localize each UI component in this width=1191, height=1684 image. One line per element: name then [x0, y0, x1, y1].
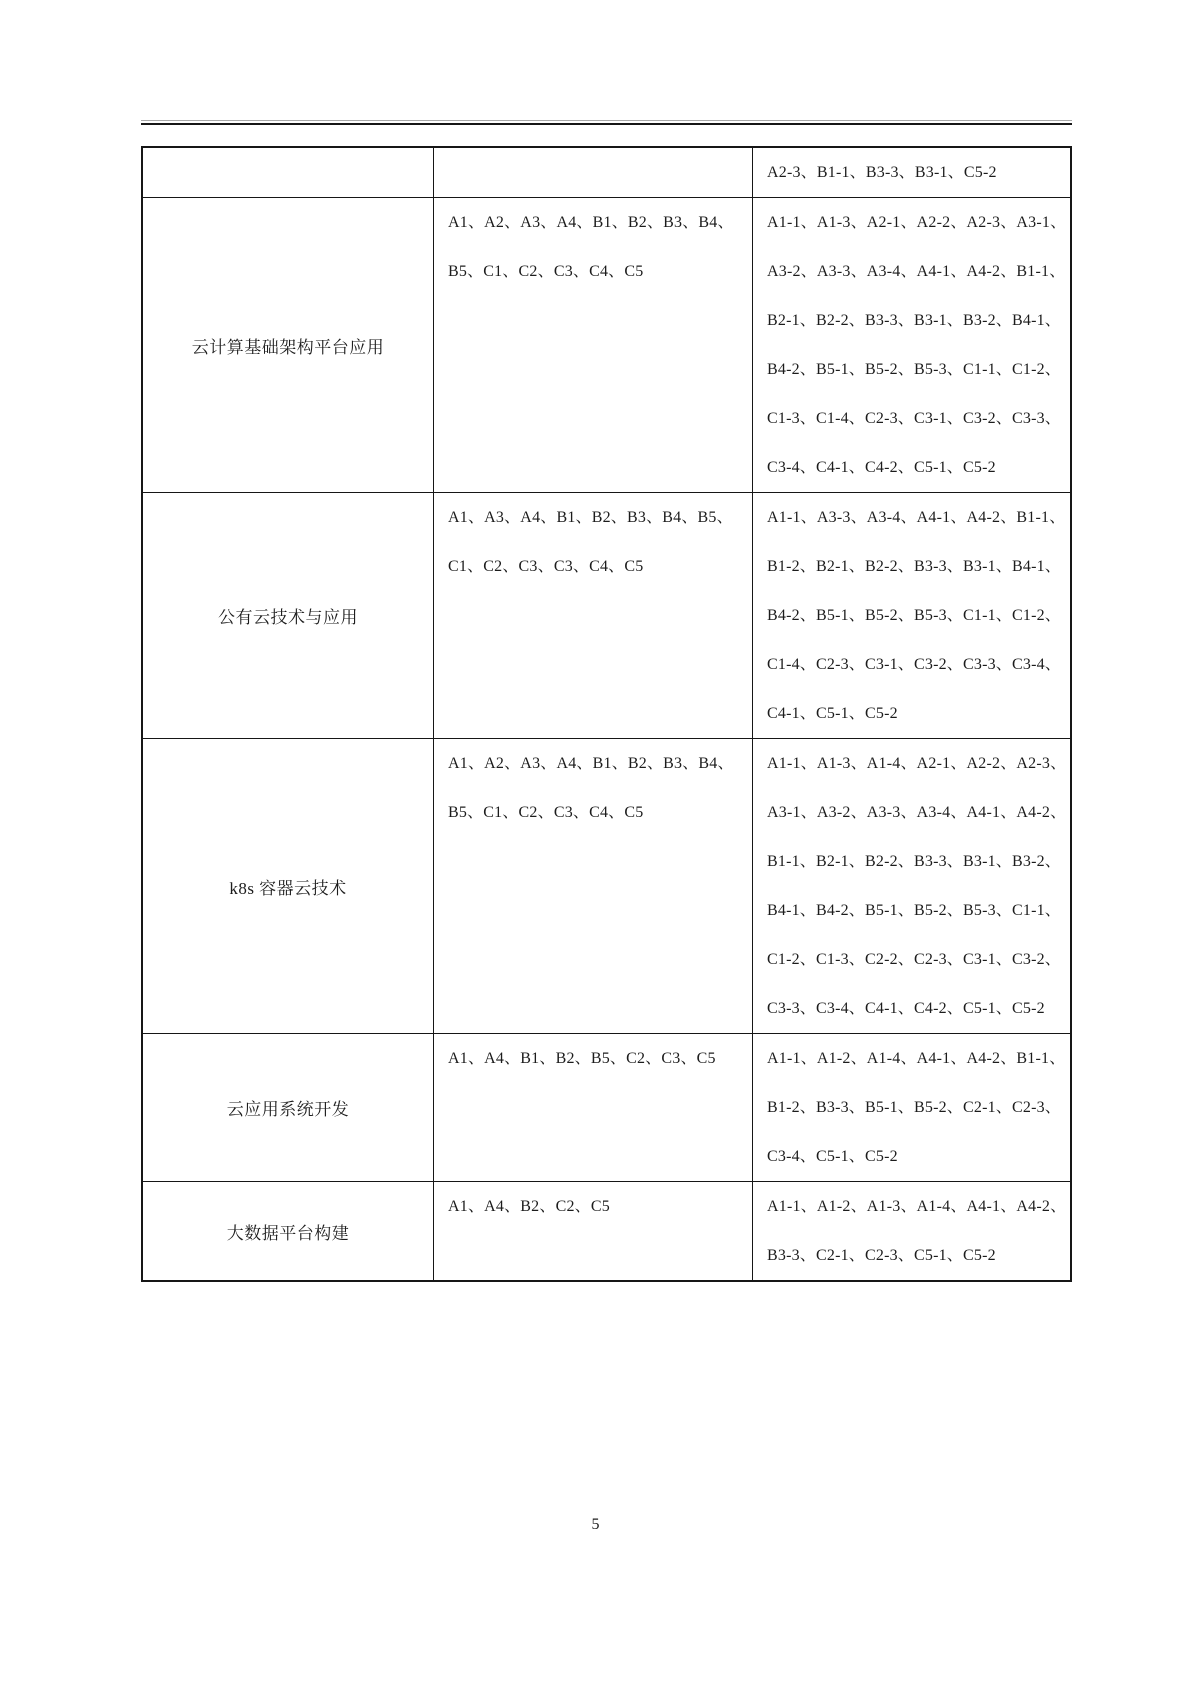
course-codes-cell [433, 148, 753, 197]
category-cell [143, 493, 433, 738]
category-label: 公有云技术与应用 [218, 608, 358, 627]
course-mapping-table [141, 146, 1072, 1282]
category-cell [143, 1182, 433, 1280]
code-line: C3-4、C4-1、C4-2、C5-1、C5-2 [767, 459, 996, 476]
category-label: 云应用系统开发 [226, 1100, 350, 1119]
header-rule [141, 120, 1072, 125]
code-line: C3-3、C3-4、C4-1、C4-2、C5-1、C5-2 [767, 1000, 1045, 1017]
requirement-codes-cell [753, 1034, 1070, 1181]
code-line: A1、A4、B2、C2、C5 [448, 1198, 610, 1215]
category-label: k8s 容器云技术 [229, 878, 347, 898]
course-codes-cell [433, 1034, 753, 1181]
code-line: A1-1、A1-3、A1-4、A2-1、A2-2、A2-3、 [767, 755, 1067, 772]
table-row [143, 197, 1070, 492]
course-codes-cell [433, 1182, 753, 1280]
code-line: C1、C2、C3、C3、C4、C5 [448, 558, 644, 575]
table-row [143, 738, 1070, 1033]
table-row [143, 1181, 1070, 1280]
category-label: 大数据平台构建 [226, 1223, 350, 1243]
category-label: 云计算基础架构平台应用 [191, 337, 385, 357]
code-line: A3-2、A3-3、A3-4、A4-1、A4-2、B1-1、 [767, 263, 1066, 280]
code-line: B1-2、B2-1、B2-2、B3-3、B3-1、B4-1、 [767, 558, 1062, 575]
category-cell [143, 148, 433, 197]
code-line: A1-1、A1-2、A1-3、A1-4、A4-1、A4-2、 [767, 1198, 1067, 1215]
category-cell [143, 739, 433, 1033]
code-line: A3-1、A3-2、A3-3、A3-4、A4-1、A4-2、 [767, 804, 1067, 821]
course-codes-cell [433, 739, 753, 1033]
code-line: B4-1、B4-2、B5-1、B5-2、B5-3、C1-1、 [767, 902, 1062, 919]
code-line: A1-1、A1-2、A1-4、A4-1、A4-2、B1-1、 [767, 1050, 1066, 1067]
requirement-codes-cell [753, 148, 1070, 197]
code-line: A1、A3、A4、B1、B2、B3、B4、B5、 [448, 509, 733, 526]
code-line: B1-2、B3-3、B5-1、B5-2、C2-1、C2-3、 [767, 1099, 1062, 1116]
requirement-codes-cell [753, 198, 1070, 492]
page-number: 5 [591, 1516, 600, 1533]
requirement-codes-cell [753, 1182, 1070, 1280]
code-line: A1、A2、A3、A4、B1、B2、B3、B4、 [448, 755, 734, 772]
code-line: A1-1、A3-3、A3-4、A4-1、A4-2、B1-1、 [767, 509, 1066, 526]
code-line: A2-3、B1-1、B3-3、B3-1、C5-2 [767, 164, 997, 181]
table-row [143, 1033, 1070, 1181]
code-line: C1-2、C1-3、C2-2、C2-3、C3-1、C3-2、 [767, 951, 1062, 968]
code-line: C4-1、C5-1、C5-2 [767, 705, 898, 722]
code-line: C1-3、C1-4、C2-3、C3-1、C3-2、C3-3、 [767, 410, 1062, 427]
requirement-codes-cell [753, 493, 1070, 738]
code-line: B4-2、B5-1、B5-2、B5-3、C1-1、C1-2、 [767, 607, 1062, 624]
code-line: A1、A4、B1、B2、B5、C2、C3、C5 [448, 1050, 716, 1067]
code-line: B1-1、B2-1、B2-2、B3-3、B3-1、B3-2、 [767, 853, 1062, 870]
table-row [143, 492, 1070, 738]
code-line: B5、C1、C2、C3、C4、C5 [448, 804, 644, 821]
category-cell [143, 1034, 433, 1181]
table-row [143, 148, 1070, 197]
code-line: C1-4、C2-3、C3-1、C3-2、C3-3、C3-4、 [767, 656, 1062, 673]
course-codes-cell [433, 198, 753, 492]
code-line: A1、A2、A3、A4、B1、B2、B3、B4、 [448, 214, 734, 231]
code-line: B3-3、C2-1、C2-3、C5-1、C5-2 [767, 1247, 996, 1264]
requirement-codes-cell [753, 739, 1070, 1033]
code-line: B4-2、B5-1、B5-2、B5-3、C1-1、C1-2、 [767, 361, 1062, 378]
code-line: A1-1、A1-3、A2-1、A2-2、A2-3、A3-1、 [767, 214, 1067, 231]
category-cell [143, 198, 433, 492]
code-line: B2-1、B2-2、B3-3、B3-1、B3-2、B4-1、 [767, 312, 1062, 329]
code-line: C3-4、C5-1、C5-2 [767, 1148, 898, 1165]
code-line: B5、C1、C2、C3、C4、C5 [448, 263, 644, 280]
course-codes-cell [433, 493, 753, 738]
